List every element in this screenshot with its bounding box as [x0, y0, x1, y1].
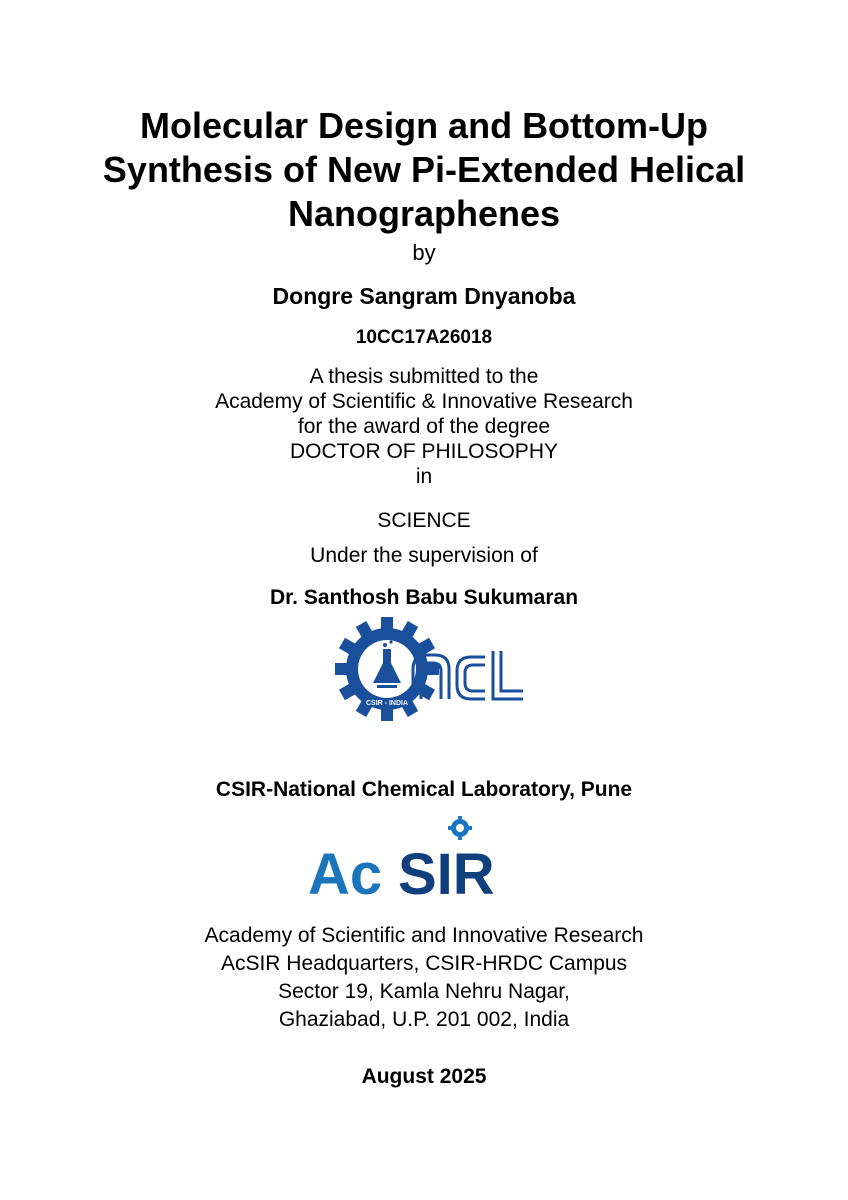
address-line-2: AcSIR Headquarters, CSIR-HRDC Campus [220, 952, 628, 975]
acsir-text-sir: SIR [398, 842, 495, 904]
address-line-1: Academy of Scientific and Innovative Research [204, 924, 644, 947]
title-line-1: Molecular Design and Bottom-Up [139, 105, 709, 146]
supervision-label: Under the supervision of [310, 544, 538, 567]
submission-line-1: A thesis submitted to the [309, 365, 539, 388]
field-of-study: SCIENCE [377, 509, 471, 532]
ncl-ring-text: CSIR - INDIA [366, 700, 408, 707]
submission-statement [0, 364, 848, 489]
submission-line-5: in [415, 465, 433, 488]
acsir-address [0, 922, 848, 1034]
submission-line-3: for the award of the degree [297, 415, 551, 438]
title-line-3: Nanographenes [287, 193, 561, 234]
title-line-2: Synthesis of New Pi-Extended Helical [102, 149, 746, 190]
address-line-3: Sector 19, Kamla Nehru Nagar, [278, 980, 570, 1003]
thesis-title [0, 104, 848, 236]
acsir-text-ac: Ac [308, 842, 383, 904]
enrolment-number: 10CC17A26018 [355, 327, 493, 348]
author-name: Dongre Sangram Dnyanoba [272, 283, 576, 309]
by-label: by [412, 240, 436, 265]
ncl-logo [335, 617, 525, 727]
submission-date: August 2025 [361, 1065, 487, 1088]
institute-name: CSIR-National Chemical Laboratory, Pune [215, 778, 633, 801]
ncl-gear-logo-icon [335, 617, 525, 722]
acsir-logo-icon [300, 814, 540, 904]
submission-line-2: Academy of Scientific & Innovative Research [215, 390, 633, 413]
supervisor-name: Dr. Santhosh Babu Sukumaran [269, 586, 579, 609]
acsir-logo [300, 814, 540, 909]
address-line-4: Ghaziabad, U.P. 201 002, India [278, 1008, 570, 1031]
degree-name: DOCTOR OF PHILOSOPHY [290, 440, 558, 463]
